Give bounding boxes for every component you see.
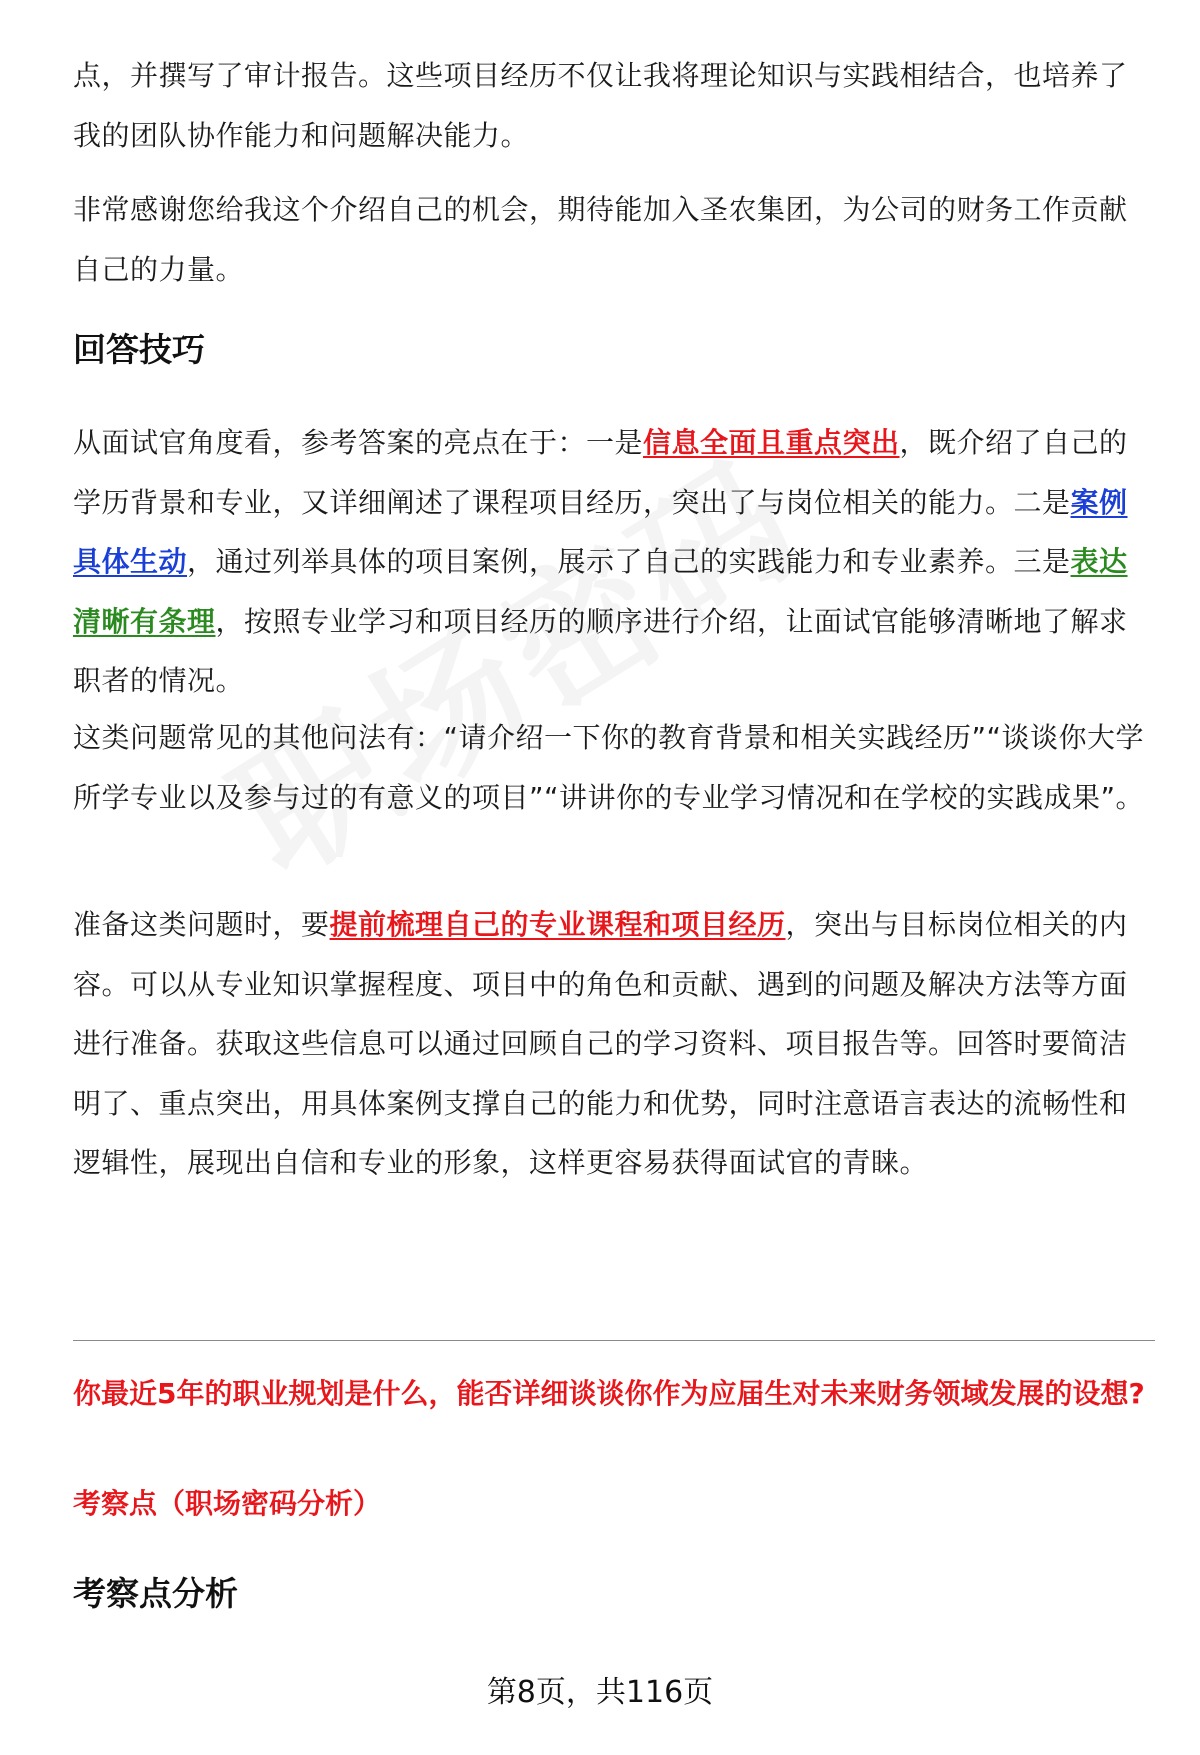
paragraph-thanks: 非常感谢您给我这个介绍自己的机会，期待能加入圣农集团，为公司的财务工作贡献自己的力量。 [73,193,1128,286]
paragraph-other-asks: 这类问题常见的其他问法有：“请介绍一下你的教育背景和相关实践经历”“谈谈你大学所学专业以及参与过的有意义的项目”“讲讲你的专业学习情况和在学校的实践成果”。 [73,721,1145,814]
paragraph-preparation [73,895,1155,1193]
paragraph-project-experience: 点，并撰写了审计报告。这些项目经历不仅让我将理论知识与实践相结合，也培养了我的团队协作能力和问题解决能力。 [73,59,1128,152]
examine-analysis-title: 考察点分析 [73,1574,238,1613]
tips-text-4: ，按照专业学习和项目经历的顺序进行介绍，让面试官能够清晰地了解求职者的情况。 [73,604,1128,697]
prepare-text-1: 准备这类问题时，要 [73,908,330,941]
section-title-answer-tips: 回答技巧 [73,330,205,369]
highlight-sort-courses: 提前梳理自己的专业课程和项目经历 [329,908,786,941]
section-divider [73,1340,1155,1341]
paragraph-tips [73,413,1155,711]
tips-text-2: ，既介绍了自己的学历背景和专业，又详细阐述了课程项目经历，突出了与岗位相关的能力。二是 [73,426,1128,519]
highlight-comprehensive: 信息全面且重点突出 [643,426,900,459]
page-number-footer: 第8页，共116页 [486,1675,714,1710]
highlight-clear-expression: 表达清晰有条理 [73,545,1128,638]
prepare-text-2: ，突出与目标岗位相关的内容。可以从专业知识掌握程度、项目中的角色和贡献、遇到的问题及解决方法等方面进行准备。获取这些信息可以通过回顾自己的学习资料、项目报告等。回答时要简洁明了、重点突出，用具体案例支撑自己的能力和优势，同时注意语言表达的流畅性和逻辑性，展现出自信和专业的形象，这样更容易获得面试官的青睐。 [73,908,1128,1179]
highlight-vivid-cases: 案例具体生动 [73,485,1128,578]
examine-point-label: 考察点（职场密码分析） [73,1487,382,1520]
tips-text-1: 从面试官角度看，参考答案的亮点在于：一是 [73,426,644,459]
tips-text-3: ，通过列举具体的项目案例，展示了自己的实践能力和专业素养。三是 [187,545,1071,578]
next-question: 你最近5年的职业规划是什么，能否详细谈谈你作为应届生对未来财务领域发展的设想? [73,1377,1145,1410]
